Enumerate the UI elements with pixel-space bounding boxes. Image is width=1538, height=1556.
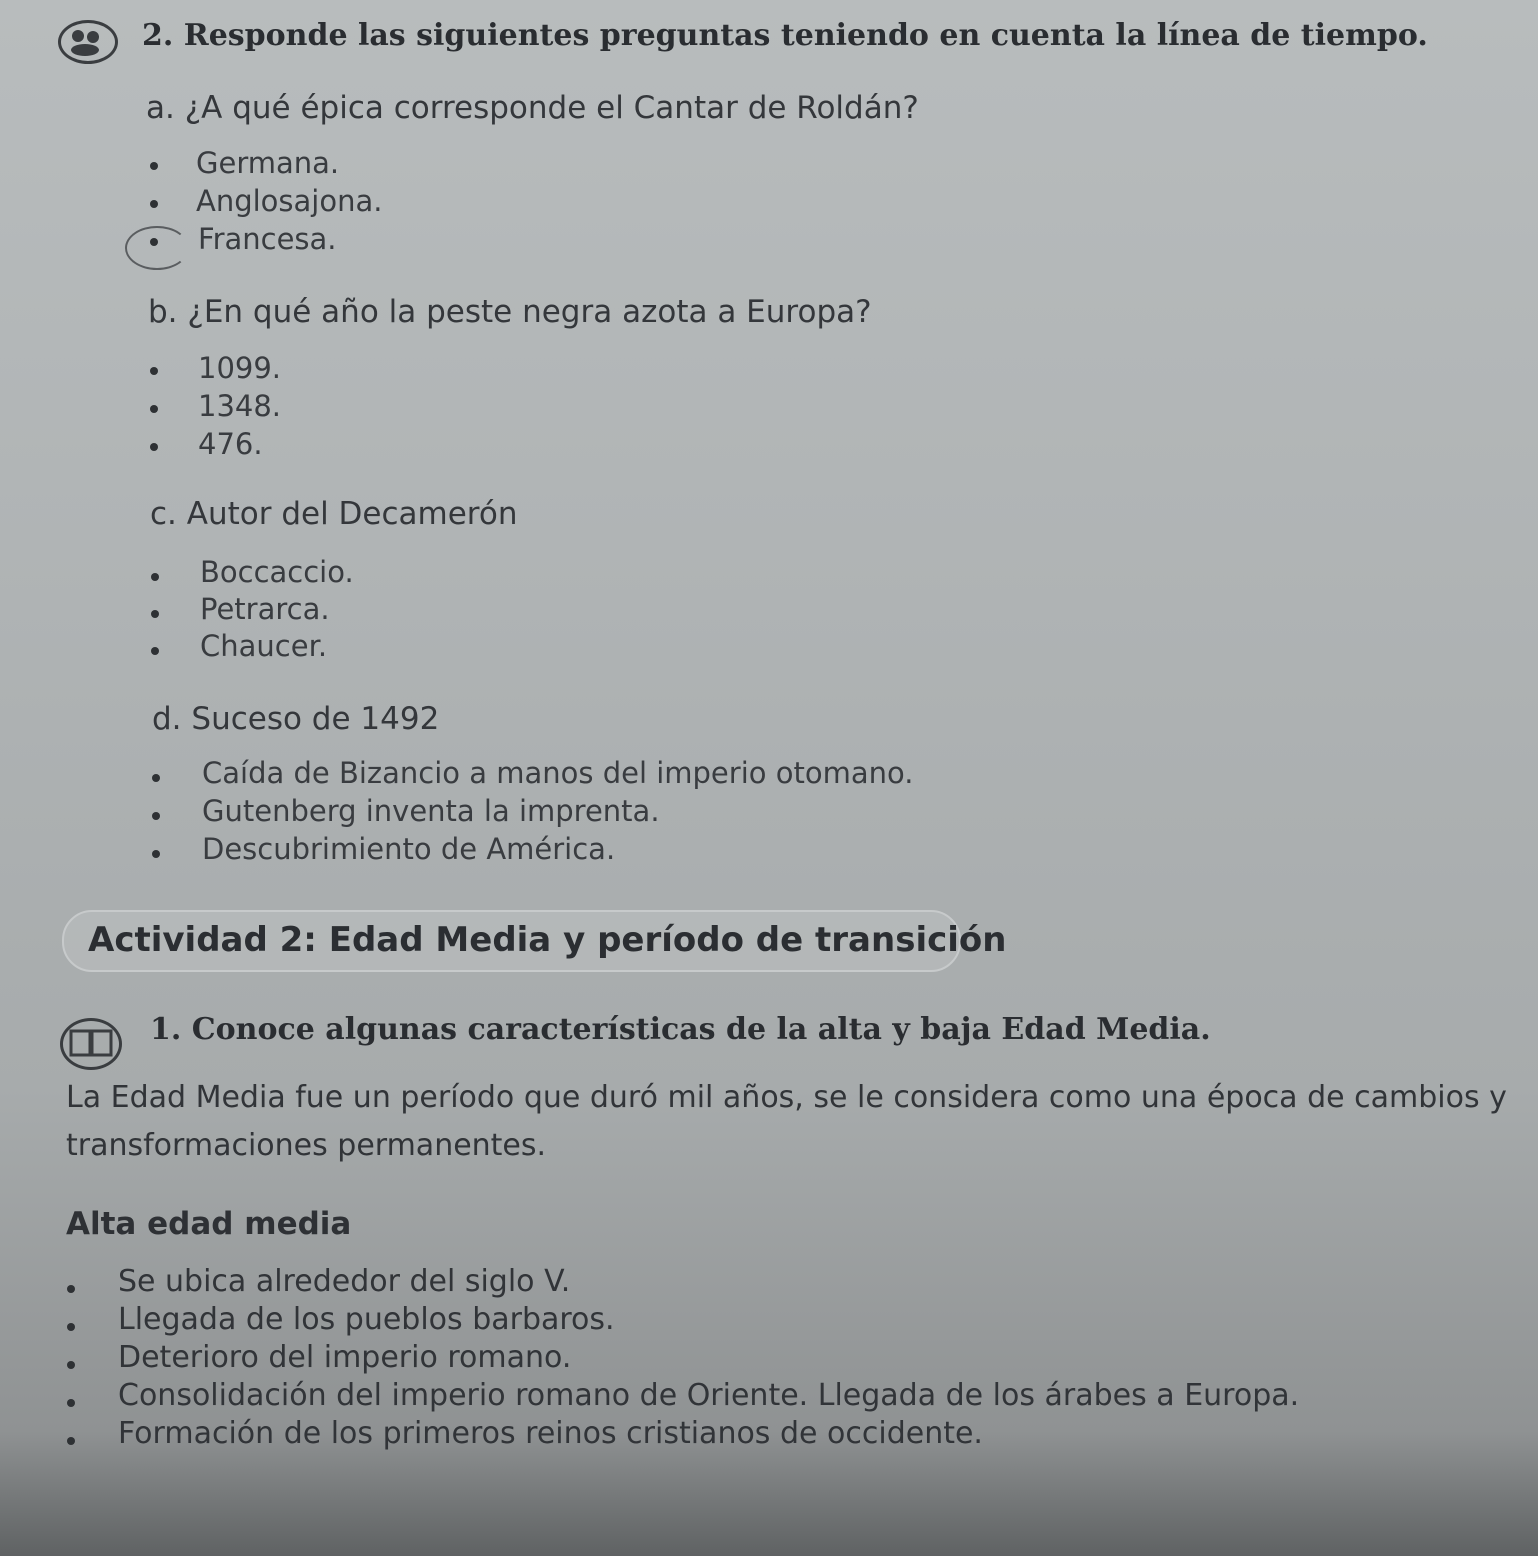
task-1-title: 1. Conoce algunas características de la alta y baja Edad Media. [150,1012,1211,1047]
activity-title: Actividad 2: Edad Media y período de transición [88,920,1007,960]
section-heading-alta-edad-media: Alta edad media [66,1206,352,1242]
intro-line-1: La Edad Media fue un período que duró mil años, se le considera como una época de cambios y [66,1080,1507,1115]
option-b-3: 476. [198,427,263,461]
book-icon-graphic [63,1021,119,1067]
list-item: Deterioro del imperio romano. [118,1340,572,1375]
question-b-prompt: b. ¿En qué año la peste negra azota a Europa? [148,294,872,330]
question-a-prompt: a. ¿A qué épica corresponde el Cantar de Roldán? [146,90,919,126]
bullet [152,850,160,858]
option-b-1: 1099. [198,351,282,385]
option-c-3: Chaucer. [200,629,328,663]
option-c-2: Petrarca. [200,592,330,626]
bullet [151,573,159,581]
option-a-2: Anglosajona. [196,184,383,218]
bullet [150,200,158,208]
discussion-icon [58,20,118,64]
discussion-icon-graphic [61,23,115,61]
list-item: Se ubica alrededor del siglo V. [118,1264,571,1299]
option-d-1: Caída de Bizancio a manos del imperio otomano. [202,756,914,790]
bullet [67,1361,75,1369]
bullet [67,1399,75,1407]
bullet [150,162,158,170]
question-c-prompt: c. Autor del Decamerón [150,496,518,532]
option-d-3: Descubrimiento de América. [202,832,616,866]
book-icon [60,1018,122,1070]
bullet [67,1323,75,1331]
bullet [67,1285,75,1293]
bullet [150,405,158,413]
hand-drawn-selection-circle [125,226,189,270]
option-c-1: Boccaccio. [200,555,354,589]
bullet [152,774,160,782]
list-item: Consolidación del imperio romano de Oriente. Llegada de los árabes a Europa. [118,1378,1300,1413]
option-b-2: 1348. [198,389,282,423]
bullet [150,443,158,451]
intro-line-2: transformaciones permanentes. [66,1128,547,1163]
option-a-1: Germana. [196,146,340,180]
option-d-2: Gutenberg inventa la imprenta. [202,794,660,828]
bullet [150,367,158,375]
list-item: Formación de los primeros reinos cristianos de occidente. [118,1416,983,1451]
bullet [67,1437,75,1445]
bullet [151,647,159,655]
option-a-3: Francesa. [198,222,337,256]
question-2-title: 2. Responde las siguientes preguntas teniendo en cuenta la línea de tiempo. [142,18,1428,53]
bullet [151,610,159,618]
list-item: Llegada de los pueblos barbaros. [118,1302,615,1337]
bullet [152,812,160,820]
question-d-prompt: d. Suceso de 1492 [152,701,440,737]
